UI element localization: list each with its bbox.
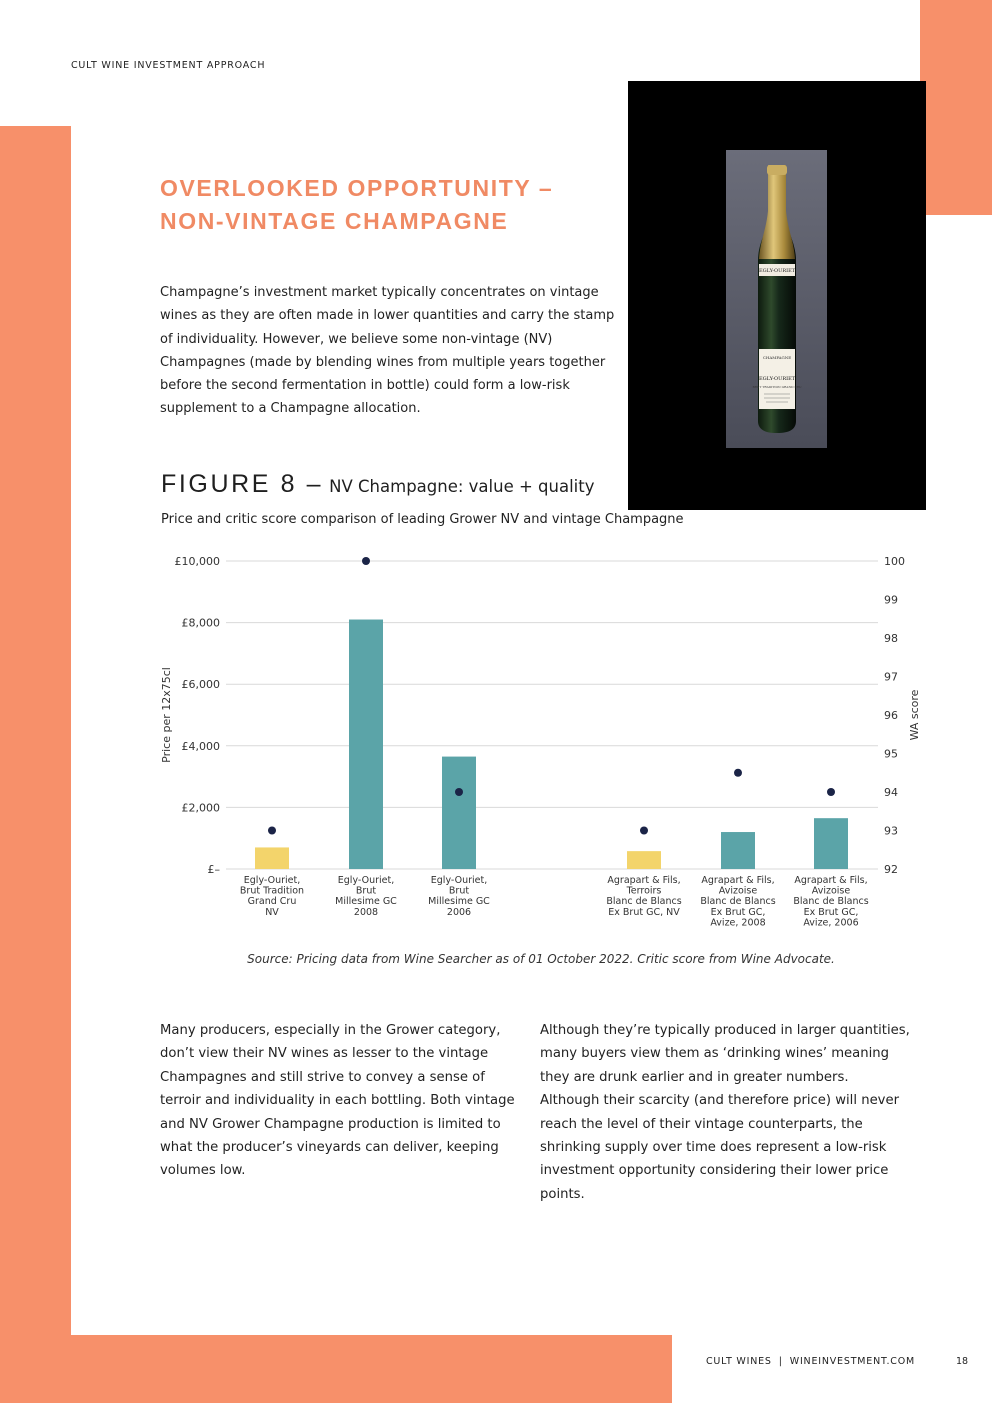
y2-tick-label: 100 <box>884 555 905 568</box>
y2-tick-label: 95 <box>884 747 898 761</box>
category-label-line: Avizoise <box>811 885 851 897</box>
score-point <box>734 769 742 777</box>
category-label-line: Ex Brut GC, NV <box>608 906 680 918</box>
category-label-line: Millesime GC <box>428 896 490 908</box>
figure-source: Source: Pricing data from Wine Searcher as of 01 October 2022. Critic score from Wine Advocate. <box>247 952 835 966</box>
category-label-line: Brut <box>448 885 470 897</box>
category-label-line: Egly-Ouriet, <box>337 875 395 886</box>
price-bar <box>255 847 289 869</box>
category-label-line: Ex Brut GC, <box>803 906 859 918</box>
category-label-line: Blanc de Blancs <box>700 896 776 908</box>
y2-tick-label: 96 <box>884 709 898 722</box>
y-axis-title: Price per 12x75cl <box>160 667 173 763</box>
bottle-neck-text: EGLY-OURIET <box>758 268 796 274</box>
category-label-line: Avizoise <box>718 885 758 897</box>
category-label-line: Egly-Ouriet, <box>243 875 301 886</box>
category-label <box>335 875 397 918</box>
category-label <box>793 875 868 928</box>
category-label-line: 2006 <box>446 906 472 918</box>
category-label-line: Brut Tradition <box>239 885 305 897</box>
category-label-line: Blanc de Blancs <box>793 896 869 908</box>
y2-tick-label: 98 <box>884 632 898 645</box>
bottle-label-top: CHAMPAGNE <box>762 355 792 360</box>
accent-block-left <box>0 126 71 1403</box>
score-point <box>362 557 370 565</box>
category-label-line: Avize, 2006 <box>803 917 859 929</box>
accent-block-bottom <box>0 1335 672 1403</box>
category-label-line: Ex Brut GC, <box>710 906 766 918</box>
page-title <box>160 172 620 238</box>
category-label-line: Agrapart & Fils, <box>607 875 681 886</box>
score-point <box>455 788 463 796</box>
page-title-line-1: OVERLOOKED OPPORTUNITY – <box>160 175 554 201</box>
category-label-line: Blanc de Blancs <box>606 896 682 908</box>
figure-title: NV Champagne: value + quality <box>329 477 595 496</box>
category-label <box>700 875 775 928</box>
category-label-line: Grand Cru <box>247 896 297 908</box>
y-tick-label: £2,000 <box>181 801 220 815</box>
y-tick-label: £4,000 <box>181 739 220 753</box>
accent-block-top-right <box>920 0 992 215</box>
y-tick-label: £10,000 <box>174 555 220 568</box>
bottle-label-sub: BRUT TRADITION GRAND CRU <box>752 385 802 389</box>
category-label-line: Brut <box>355 885 377 897</box>
figure-subtitle: Price and critic score comparison of leading Grower NV and vintage Champagne <box>161 512 684 527</box>
category-label <box>606 875 681 918</box>
footer-url[interactable]: WINEINVESTMENT.COM <box>789 1356 916 1367</box>
chart-canvas <box>150 545 930 940</box>
category-label <box>428 875 490 918</box>
y2-tick-label: 97 <box>884 670 898 684</box>
category-label-line: Terroirs <box>626 885 662 897</box>
body-column-left: Many producers, especially in the Grower category, don’t view their NV wines as lesser to the vintage Champagnes and still strive to convey a sense of terroir and individuality in each bottling. Both vintage and NV Grower Champagne production is limited to what the producer’s vineyards can deliver, keeping volumes low. <box>160 1023 515 1179</box>
y2-tick-label: 99 <box>884 593 898 607</box>
price-score-chart <box>150 545 930 944</box>
y2-tick-label: 94 <box>884 786 898 799</box>
price-bar <box>814 818 848 869</box>
y2-tick-label: 93 <box>884 824 898 838</box>
score-point <box>640 827 648 835</box>
page-title-line-2: NON-VINTAGE CHAMPAGNE <box>160 208 509 234</box>
page-number: 18 <box>956 1356 969 1367</box>
category-label-line: 2008 <box>353 906 379 918</box>
y2-axis-title: WA score <box>908 689 921 741</box>
category-label-line: Agrapart & Fils, <box>794 875 868 886</box>
category-label-line: Egly-Ouriet, <box>430 875 488 886</box>
intro-paragraph: Champagne’s investment market typically concentrates on vintage wines as they are often made in lower quantities and carry the stamp of individuality. However, we believe some non-vintage (NV) Champagnes (made by blending wines from multiple years together before the second fermentation in bottle) could form a low-risk supplement to a Champagne allocation. <box>160 285 615 417</box>
header-label: CULT WINE INVESTMENT APPROACH <box>71 60 266 71</box>
price-bar <box>627 851 661 869</box>
body-column-right: Although they’re typically produced in larger quantities, many buyers view them as ‘drinking wines’ meaning they are drunk earlier and in greater numbers. Although their scarcity (and therefore price) will never reach the level of their vintage counterparts, the shrinking supply over time does represent a low-risk investment opportunity considering their lower price points. <box>540 1023 910 1202</box>
category-label-line: Millesime GC <box>335 896 397 908</box>
price-bar <box>721 832 755 869</box>
category-label-line: Avize, 2008 <box>710 917 766 929</box>
score-point <box>827 788 835 796</box>
score-point <box>268 827 276 835</box>
y-tick-label: £– <box>207 863 220 876</box>
y-tick-label: £6,000 <box>181 678 220 692</box>
footer <box>706 1356 915 1367</box>
category-label-line: NV <box>265 906 279 918</box>
price-bar <box>442 757 476 869</box>
figure-heading <box>161 470 595 499</box>
y2-tick-label: 92 <box>884 863 898 876</box>
champagne-bottle-illustration <box>628 81 926 510</box>
category-label-line: Agrapart & Fils, <box>701 875 775 886</box>
figure-number: FIGURE 8 – <box>161 470 324 498</box>
y-tick-label: £8,000 <box>181 616 220 630</box>
price-bar <box>349 620 383 869</box>
footer-separator: | <box>778 1356 783 1367</box>
bottle-label-brand: EGLY-OURIET <box>758 376 796 382</box>
champagne-bottle-photo <box>628 81 926 510</box>
category-label <box>240 875 304 918</box>
footer-brand: CULT WINES <box>706 1356 772 1367</box>
